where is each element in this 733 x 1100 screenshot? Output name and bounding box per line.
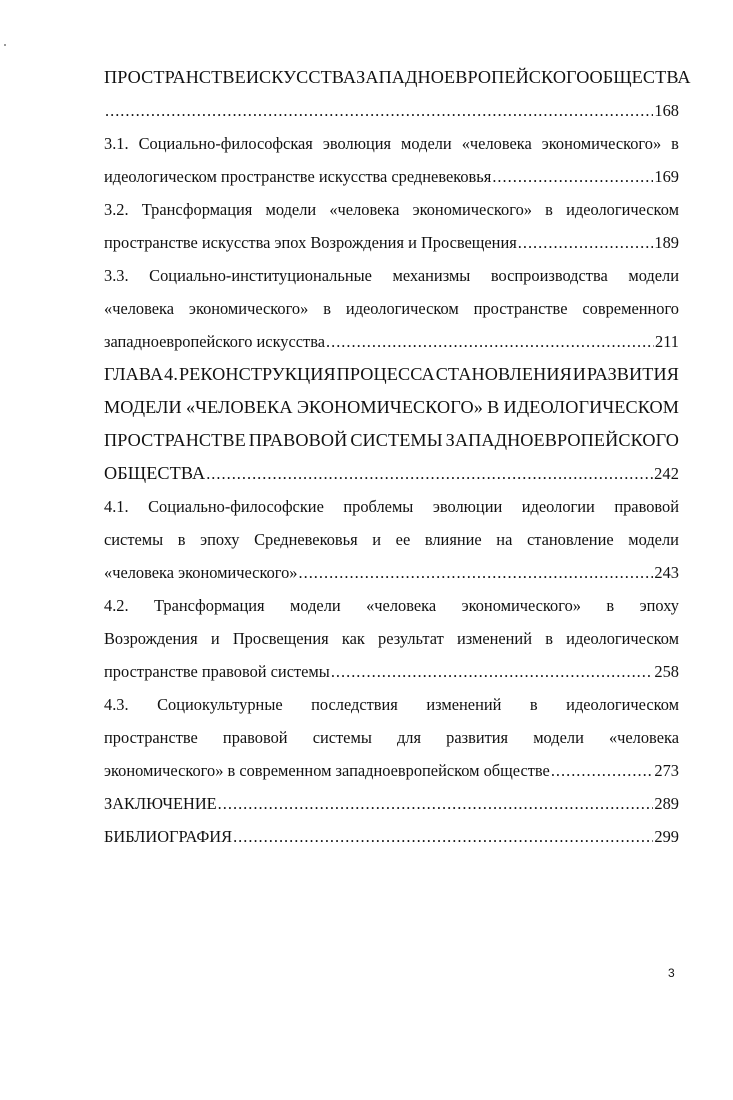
ch3-title-line: ПРОСТРАНСТВЕ ИСКУССТВА ЗАПАДНОЕВРОПЕЙСКОГО ОБЩЕСТВА [104,67,691,87]
s4-2-line3: пространстве правовой системы ..... 258 [104,658,679,685]
s4-2-line1: 4.2. Трансформация модели «человека экономического» в эпоху [104,596,679,615]
bibliography-page: 299 [654,827,679,846]
s3-3-line3: западноевропейского искусства ..... 211 [104,328,679,355]
s4-1-page: 243 [654,563,679,582]
ch4-line1: ГЛАВА 4. РЕКОНСТРУКЦИЯ ПРОЦЕССА СТАНОВЛЕНИЯ И РАЗВИТИЯ [104,364,679,384]
s4-3-page: 273 [654,761,679,780]
s4-2-page: 258 [654,662,679,681]
conclusion-line: ЗАКЛЮЧЕНИЕ ..... 289 [104,790,679,817]
s3-1-page: 169 [654,167,679,186]
s4-1-line2: системы в эпоху Средневековья и ее влияние на становление модели [104,530,679,549]
s3-2-line2: пространстве искусства эпох Возрождения и Просвещения ..... 189 [104,229,679,256]
s3-3-line2: «человека экономического» в идеологическом пространстве современного [104,299,679,318]
bibliography-line: БИБЛИОГРАФИЯ ..... 299 [104,823,679,850]
table-of-contents [104,64,691,846]
s4-2-line2: Возрождения и Просвещения как результат изменений в идеологическом [104,629,679,648]
ch4-line3: ПРОСТРАНСТВЕ ПРАВОВОЙ СИСТЕМЫ ЗАПАДНОЕВРОПЕЙСКОГО [104,430,679,450]
s4-1-line3: «человека экономического» ..... 243 [104,559,679,586]
ch3-page: 168 [654,101,679,120]
s3-3-line1: 3.3. Социально-институциональные механизмы воспроизводства модели [104,266,679,285]
scan-speck [4,44,6,46]
s4-3-line1: 4.3. Социокультурные последствия изменений в идеологическом [104,695,679,714]
s3-3-page: 211 [655,332,679,351]
ch3-leader-line [104,97,679,124]
ch4-line2: МОДЕЛИ «ЧЕЛОВЕКА ЭКОНОМИЧЕСКОГО» В ИДЕОЛОГИЧЕСКОМ [104,397,679,417]
ch4-line4: ОБЩЕСТВА ..... 242 [104,460,679,487]
s3-2-page: 189 [654,233,679,252]
s4-3-line2: пространстве правовой системы для развития модели «человека [104,728,679,747]
s3-1-line2: идеологическом пространстве искусства средневековья ..... 169 [104,163,679,190]
s3-1-line1: 3.1. Социально-философская эволюция модели «человека экономического» в [104,134,679,153]
s3-2-line1: 3.2. Трансформация модели «человека экономического» в идеологическом [104,200,679,219]
s4-3-line3: экономического» в современном западноевропейском обществе ..... 273 [104,757,679,784]
conclusion-page: 289 [654,794,679,813]
ch4-page: 242 [654,464,679,483]
s4-1-line1: 4.1. Социально-философские проблемы эволюции идеологии правовой [104,497,679,516]
page-number: 3 [668,966,675,980]
